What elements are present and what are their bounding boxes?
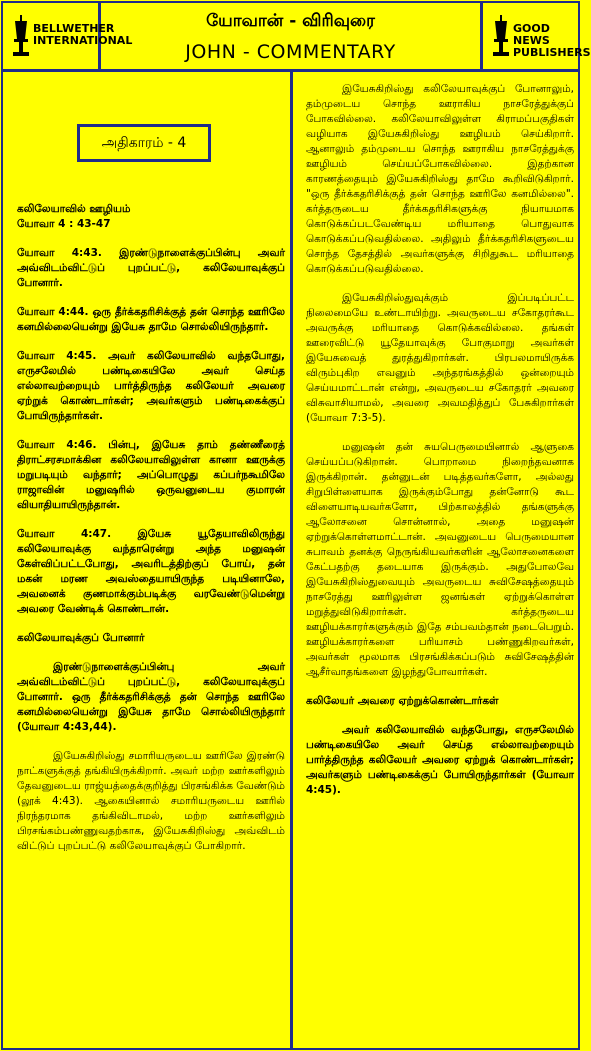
good-news-logo	[480, 3, 591, 69]
page-frame	[1, 1, 591, 1050]
bellwether-logo-text: BELLWETHER INTERNATIONAL	[33, 22, 133, 47]
title-tamil: யோவான் - விரிவுரை	[206, 11, 375, 31]
section-heading	[17, 202, 285, 232]
title-english: JOHN - COMMENTARY	[185, 41, 396, 63]
paragraph: மனுஷன் தன் சுயபெருமையினால் ஆளுகை செய்யப்படுகிறான். பொறாமை நிறைந்தவனாக இருக்கிறான். தன்னுடன் படித்தவர்களோ, அல்லது சிறுபிள்ளையாக இருக்கும்போது தன்னோடு கூட விளையாடியவர்களோ, பிற்காலத்தில் தங்களுக்கு ஆலோசனை சொன்னால், அதை மனுஷன் ஏற்றுக்கொள்ளமாட்டான். அவனுடைய பெருமையான சுபாவம் தனக்கு நெருங்கியவர்களின் ஆலோசனைகளை கேட்பதற்கு தடையாக இருக்கும். அதுபோலவே இயேசுகிறிஸ்துவையும் அவருடைய சுவிசேஷத்தையும் நாசரேத்து ஊரிலுள்ள ஜனங்கள் ஏற்றுக்கொள்ள மறுத்துவிடுகிறார்கள். கர்த்தருடைய ஊழியக்காரர்களுக்கும் இதே சம்பவம்தான் நடைபெறும். ஊழியக்காரர்களை பரியாசம் பண்ணுகிறவர்கள், அவர்கள் மூலமாக பிரசங்கிக்கப்படும் சுவிசேஷத்தின் ஆசீர்வாதங்களை இழந்துபோவார்கள்.	[306, 441, 574, 678]
bellwether-logo	[3, 3, 133, 69]
verse-47: யோவா 4:47. இயேசு யூதேயாவிலிருந்து கலிலேயாவுக்கு வந்தாரென்று அந்த மனுஷன் கேள்விப்பட்டபோது, அவரிடத்திற்குப் போய், தன் மகன் மரண அவஸ்தையாயிருந்த படியினாலே, அவனைக் குணமாக்கும்படிக்கு வரவேண்டுமென்று அவரை வேண்டிக் கொண்டான்.	[17, 528, 285, 615]
verse-44: யோவா 4:44. ஒரு தீர்க்கதரிசிக்குத் தன் சொந்த ஊரிலே கனமில்லையென்று இயேசு தாமே சொல்லியிருந்தார்.	[17, 306, 285, 333]
paragraph: இயேசுகிறிஸ்துவுக்கும் இப்படிப்பட்ட நிலைமையே உண்டாயிற்று. அவருடைய சகோதரர்கூட அவருக்கு மரியாதை கொடுக்கவில்லை. தங்கள் ஊரைவிட்டு யூதேயாவுக்கு போகுமாறு அவர்கள் இயேசுவைத் துரத்துகிறார்கள். பிரபலமாயிருக்க விரும்புகிற எவனும் அந்தரங்கத்தில் ஒன்றையும் செய்யமாட்டான் என்று, அவருடைய சகோதரர் அவரை விசுவாசியாமல், அவரை அவமதித்துப் பேசுகிறார்கள் (யோவா 7:3-5).	[306, 292, 574, 424]
verse-45: யோவா 4:45. அவர் கலிலேயாவில் வந்தபோது, எருசலேமில் பண்டிகையிலே அவர் செய்த எல்லாவற்றையும் பார்த்திருந்த கலிலேயர் அவரை ஏற்றுக் கொண்டார்கள்; அவர்களும் பண்டிகைக்குப் போயிருந்தார்கள்.	[17, 350, 285, 422]
section-title: கலிலேயாவில் ஊழியம்	[17, 203, 131, 215]
good-news-logo-text: GOOD NEWS PUBLISHERS	[513, 22, 591, 59]
paragraph: இயேசுகிறிஸ்து கலிலேயாவுக்குப் போனாலும், தம்முடைய சொந்த ஊராகிய நாசரேத்துக்குப் போகவில்லை. கலிலேயாவிலுள்ள கிராமப்பகுதிகள் வழியாக இயேசுகிறிஸ்து ஊழியம் செய்கிறார். ஆனாலும் தம்முடைய சொந்த ஊராகிய நாசரேத்துக்கு ஊழியம் செய்யப்போகவில்லை. இதற்கான காரணத்தையும் இயேசுகிறிஸ்து தாமே கூறிவிடுகிறார். "ஒரு தீர்க்கதரிசிக்குத் தன் சொந்த ஊரிலே கனமில்லை". கர்த்தருடைய தீர்க்கதரிசிகளுக்கு நியாயமாக கொடுக்கப்படவேண்டிய மரியாதை பொதுவாக கொடுக்கப்படுவதில்லை. அதிலும் தீர்க்கதரிசிகளுடைய சொந்த தேசத்தில் அவர்களுக்கு சிறிதுகூட மரியாதை கொடுக்கப்படுவதில்லை.	[306, 83, 574, 275]
paragraph: இயேசுகிறிஸ்து சமாரியருடைய ஊரிலே இரண்டு நாட்களுக்குத் தங்கியிருக்கிறார். அவர் மற்ற ஊர்களிலும் தேவனுடைய ராஜ்யத்தைக்குறித்து பிரசங்கிக்க வேண்டும் (லூக் 4:43). ஆகையினால் சமாரியருடைய ஊரில் நிரந்தரமாக தங்கிவிடாமல், மற்ற ஊர்களிலும் பிரசங்கம்பண்ணுவதற்காக, இயேசுகிறிஸ்து அவ்விடம் விட்டுப் புறப்பட்டு கலிலேயாவுக்குப் போகிறார்.	[17, 750, 285, 852]
page-header	[3, 3, 591, 72]
subheading: கலிலேயர் அவரை ஏற்றுக்கொண்டார்கள்	[306, 695, 499, 707]
lamp-icon	[491, 13, 511, 59]
subheading: கலிலேயாவுக்குப் போனார்	[17, 632, 145, 644]
header-title	[101, 3, 480, 69]
verse-43: யோவா 4:43. இரண்டுநாளைக்குப்பின்பு அவர் அவ்விடம்விட்டுப் புறப்பட்டு, கலிலேயாவுக்குப் போனார்.	[17, 247, 285, 289]
bold-paragraph: அவர் கலிலேயாவில் வந்தபோது, எருசலேமில் பண்டிகையிலே அவர் செய்த எல்லாவற்றையும் பார்த்திருந்த கலிலேயர் அவரை ஏற்றுக் கொண்டார்கள்; அவர்களும் பண்டிகைக்குப் போயிருந்தார்கள் (யோவா 4:45).	[306, 724, 574, 796]
right-column	[294, 72, 578, 1048]
left-content	[17, 202, 285, 868]
bold-paragraph: இரண்டுநாளைக்குப்பின்பு அவர் அவ்விடம்விட்டுப் புறப்பட்டு, கலிலேயாவுக்குப் போனார். ஒரு தீர்க்கதரிசிக்குத் தன் சொந்த ஊரிலே கனமில்லையென்று இயேசு தாமே சொல்லியிருந்தார் (யோவா 4:43,44).	[17, 661, 285, 733]
right-content	[306, 82, 574, 812]
verse-46: யோவா 4:46. பின்பு, இயேசு தாம் தண்ணீரைத் திராட்சரசமாக்கின கலிலேயாவிலுள்ள கானா ஊருக்கு மறுபடியும் வந்தார்; அப்பொழுது கப்பர்நகூமிலே ராஜாவின் மனுஷரில் ஒருவனுடைய குமாரன் வியாதியாயிருந்தான்.	[17, 439, 285, 511]
lamp-icon	[11, 13, 31, 59]
left-column	[3, 72, 293, 1048]
section-ref: யோவா 4 : 43-47	[17, 218, 111, 230]
chapter-label: அதிகாரம் - 4	[77, 124, 211, 162]
